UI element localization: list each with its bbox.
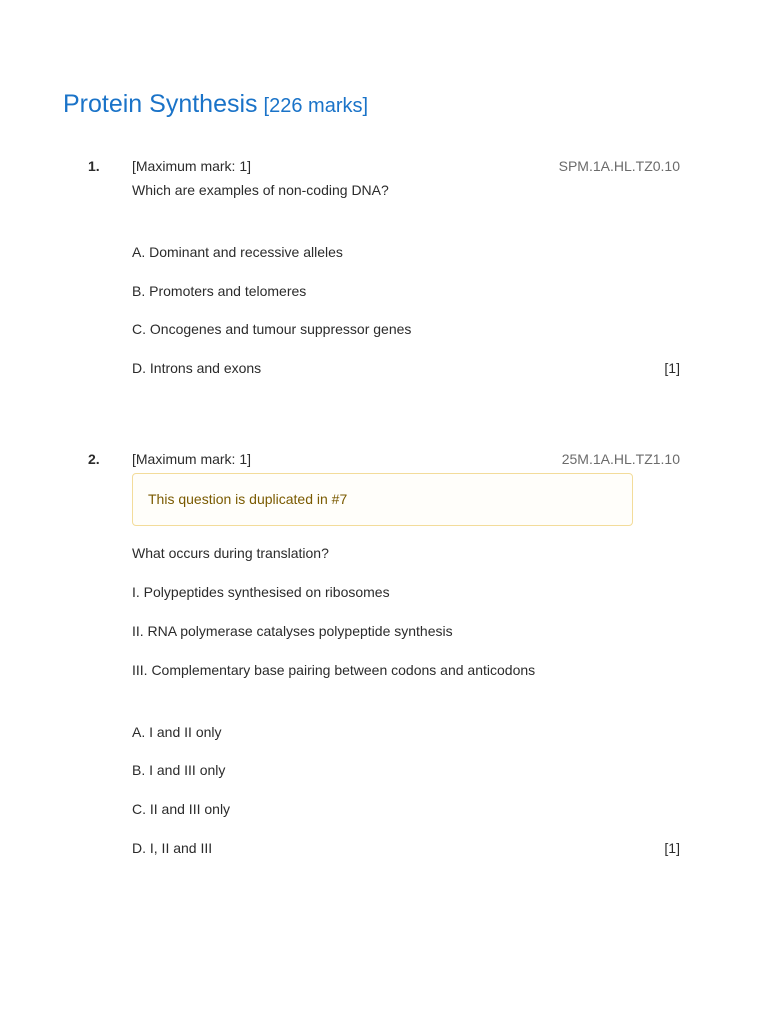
option-d: D. Introns and exons — [132, 360, 262, 376]
statement-i: I. Polypeptides synthesised on ribosomes — [132, 584, 390, 600]
question-reference: 25M.1A.HL.TZ1.10 — [561, 451, 680, 467]
statement-ii: II. RNA polymerase catalyses polypeptide synthesis — [132, 623, 453, 639]
title-text: Protein Synthesis — [63, 90, 258, 118]
question-stem: What occurs during translation? — [132, 545, 329, 561]
option-c: C. Oncogenes and tumour suppressor genes — [132, 321, 412, 337]
option-d: D. I, II and III — [132, 840, 213, 856]
question-number: 2. — [88, 451, 100, 467]
option-a: A. Dominant and recessive alleles — [132, 244, 343, 260]
question-score: [1] — [664, 360, 680, 376]
option-b: B. I and III only — [132, 762, 226, 778]
question-number: 1. — [88, 158, 100, 174]
max-mark: [Maximum mark: 1] — [132, 451, 252, 467]
option-c: C. II and III only — [132, 801, 231, 817]
page-title — [63, 90, 368, 119]
question-reference: SPM.1A.HL.TZ0.10 — [558, 158, 680, 174]
total-marks: [226 marks] — [263, 95, 369, 117]
duplicate-notice — [132, 473, 633, 526]
max-mark: [Maximum mark: 1] — [132, 158, 252, 174]
option-b: B. Promoters and telomeres — [132, 283, 307, 299]
question-score: [1] — [664, 840, 680, 856]
duplicate-notice-text: This question is duplicated in #7 — [148, 491, 348, 507]
option-a: A. I and II only — [132, 724, 222, 740]
question-stem: Which are examples of non-coding DNA? — [132, 182, 389, 198]
statement-iii: III. Complementary base pairing between codons and anticodons — [132, 662, 536, 678]
